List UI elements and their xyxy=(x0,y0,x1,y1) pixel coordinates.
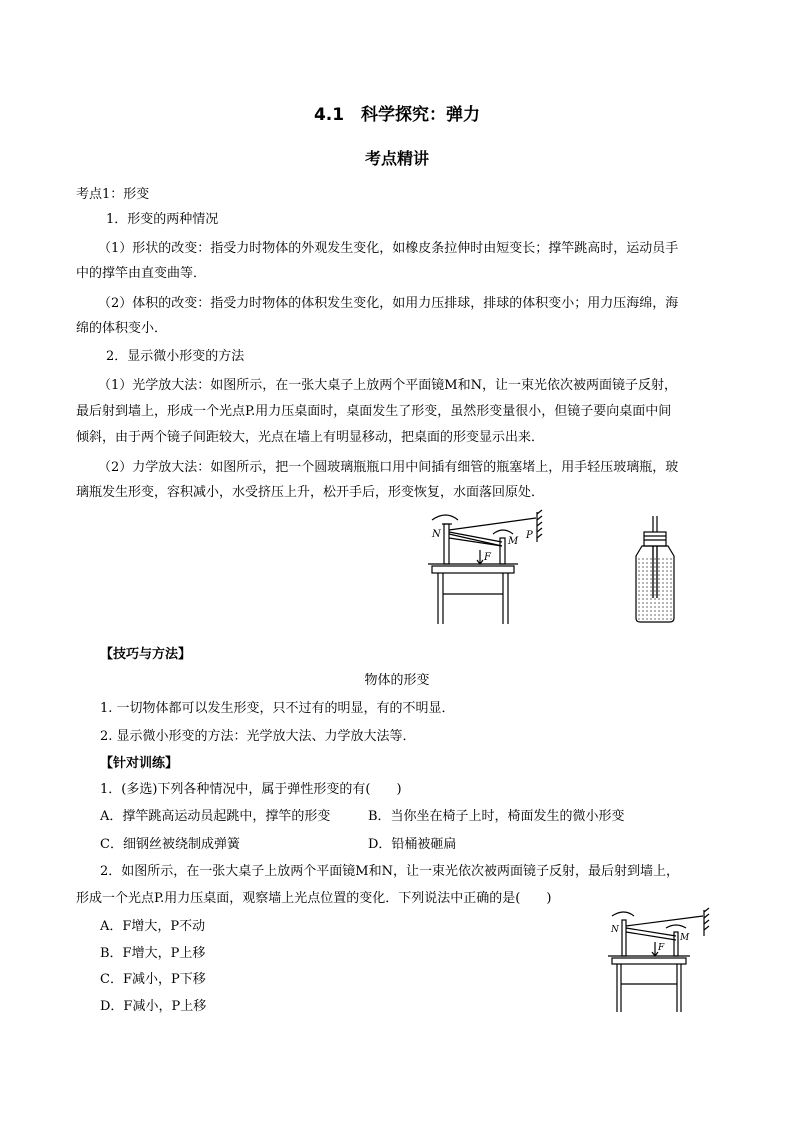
q2-option-b: B．F增大，P上移 xyxy=(100,946,206,961)
section-subtitle: 考点精讲 xyxy=(364,149,429,168)
item2-p1-line3: 倾斜，由于两个镜子间距较大，光点在墙上有明显移动，把桌面的形变显示出来． xyxy=(76,430,545,445)
q2-optical-figure xyxy=(600,906,714,1014)
q2-option-a: A．F增大，P不动 xyxy=(100,919,206,934)
q1-option-b: B．当你坐在椅子上时，椅面发生的微小形变 xyxy=(368,809,625,824)
item1-title: 1．形变的两种情况 xyxy=(106,212,219,227)
skills-line1: 1. 一切物体都可以发生形变，只不过有的明显，有的不明显． xyxy=(100,701,455,716)
item2-p1-line2: 最后射到墙上，形成一个光点P.用力压桌面时，桌面发生了形变，虽然形变量很小，但镜子要向桌面中间 xyxy=(76,404,672,419)
label-n: N xyxy=(432,529,441,540)
q2-line2: 形成一个光点P.用力压桌面，观察墙上光点位置的变化．下列说法中正确的是( ) xyxy=(76,891,552,906)
item2-p2-line1: （2）力学放大法：如图所示，把一个圆玻璃瓶瓶口用中间插有细管的瓶塞堵上，用手轻压玻璃瓶，玻 xyxy=(98,460,679,475)
training-heading: 【针对训练】 xyxy=(100,756,179,771)
q2-line1: 2．如图所示，在一张大桌子上放两个平面镜M和N，让一束光依次被两面镜子反射，最后射到墙上， xyxy=(100,864,679,879)
q1-option-a: A．撑竿跳高运动员起跳中，撑竿的形变 xyxy=(100,809,331,824)
label-m: M xyxy=(508,536,519,547)
q1-option-c: C．细钢丝被绕制成弹簧 xyxy=(100,837,240,852)
q2-label-n: N xyxy=(611,925,619,935)
item2-title: 2．显示微小形变的方法 xyxy=(106,349,245,364)
label-p: P xyxy=(526,530,533,541)
q1-option-d: D．铅桶被砸扁 xyxy=(368,837,457,852)
kaodian-heading: 考点1：形变 xyxy=(76,187,150,202)
q2-option-d: D．F减小，P上移 xyxy=(100,999,207,1014)
q1-stem: 1．(多选)下列各种情况中，属于弹性形变的有( ) xyxy=(100,782,402,797)
item2-p2-line2: 璃瓶发生形变，容积减小，水受挤压上升，松开手后，形变恢复，水面落回原处． xyxy=(76,485,545,500)
optical-magnification-figure xyxy=(418,508,546,626)
item1-p2-line1: （2）体积的改变：指受力时物体的体积发生变化，如用力压排球，排球的体积变小；用力压海绵，海 xyxy=(98,296,679,311)
page-title: 4.1 科学探究：弹力 xyxy=(313,105,481,125)
q2-label-m: M xyxy=(680,933,690,943)
item2-p1-line1: （1）光学放大法：如图所示，在一张大桌子上放两个平面镜M和N，让一束光依次被两面镜子反射， xyxy=(98,378,677,393)
item1-p1-line2: 中的撑竿由直变曲等． xyxy=(76,266,207,281)
q2-label-f: F xyxy=(658,943,665,953)
bottle-figure xyxy=(630,514,680,624)
q2-option-c: C．F减小，P下移 xyxy=(100,972,206,987)
skills-line2: 2. 显示微小形变的方法：光学放大法、力学放大法等． xyxy=(100,729,416,744)
skills-center-title: 物体的形变 xyxy=(364,673,430,688)
skills-heading: 【技巧与方法】 xyxy=(100,647,192,662)
item1-p1-line1: （1）形状的改变：指受力时物体的外观发生变化，如橡皮条拉伸时由短变长；撑竿跳高时，运动员手 xyxy=(98,241,679,256)
item1-p2-line2: 绵的体积变小． xyxy=(76,321,168,336)
label-f: F xyxy=(484,552,491,563)
